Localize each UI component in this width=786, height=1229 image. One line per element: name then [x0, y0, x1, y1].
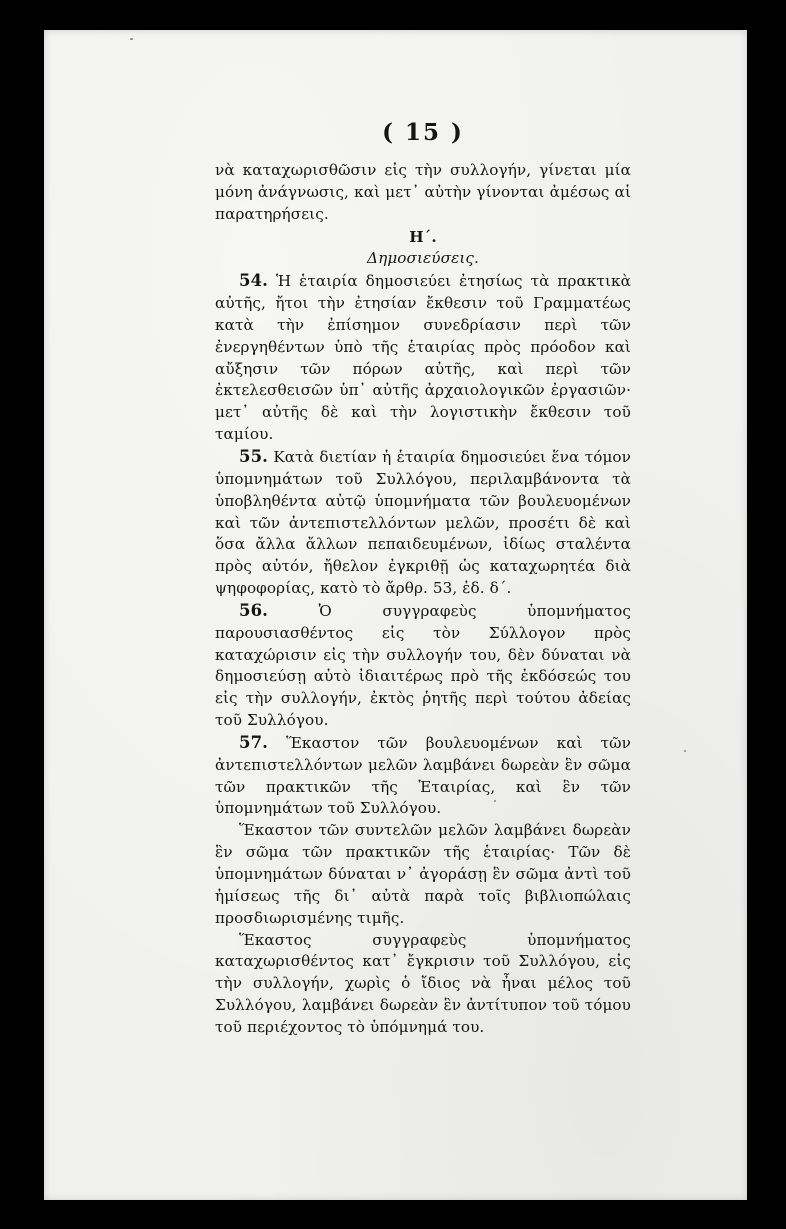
page-number: ( 15 ) [382, 119, 464, 146]
article-text: Ὁ συγγραφεὺς ὑπομνήματος παρουσιασθέντος εἰς τὸν Σύλλογον πρὸς καταχώρισιν εἰς τὴν συλλογήν του, δὲν δύναται νὰ δημοσιεύσῃ αὐτὸ ἰδιαιτέρως πρὸ τῆς ἐκδόσεώς του εἰς τὴν συλλογήν, ἐκτὸς ῥητῆς περὶ τούτου ἀδείας τοῦ Συλλόγου. [215, 601, 631, 730]
intro-paragraph: νὰ καταχωρισθῶσιν εἰς τὴν συλλογήν, γίνεται μία μόνη ἀνάγνωσις, καὶ μετ᾽ αὐτὴν γίνονται ἀμέσως αἱ παρατηρήσεις. [215, 161, 631, 223]
paper-speck [684, 750, 686, 752]
page-text-block [215, 119, 631, 1039]
section-number: Η΄. [409, 227, 437, 246]
closing-paragraph: Ἕκαστος συγγραφεὺς ὑπομνήματος καταχωρισθέντος κατ᾽ ἔγκρισιν τοῦ Συλλόγου, εἰς τὴν συλλογήν, χωρὶς ὁ ἴδιος νὰ ἦναι μέλος τοῦ Συλλόγου, λαμβάνει δωρεὰν ἓν ἀντίτυπον τοῦ τόμου τοῦ περιέχοντος τὸ ὑπόμνημά του. [215, 930, 631, 1036]
article-54 [215, 270, 631, 446]
article-55 [215, 446, 631, 600]
scanned-page [44, 30, 747, 1200]
article-text: Κατὰ διετίαν ἡ ἑταιρία δημοσιεύει ἕνα τόμον ὑπομνημάτων τοῦ Συλλόγου, περιλαμβάνοντα τὰ ὑποβληθέντα αὐτῷ ὑπομνήματα τῶν βουλευομένων καὶ τῶν ἀντεπιστελλόντων μελῶν, προσέτι δὲ καὶ ὅσα ἄλλα ἄλλων πεπαιδευμένων, ἰδίως σταλέντα πρὸς αὐτόν, ἤθελον ἐγκριθῇ ὡς καταχωρητέα διὰ ψηφοφορίας, κατὸ τὸ ἄρθρ. 53, ἐδ. δ΄. [215, 447, 631, 598]
article-number: 54. [239, 271, 269, 291]
article-number: 56. [239, 600, 269, 620]
article-56 [215, 600, 631, 732]
article-number: 55. [239, 446, 269, 466]
paper-speck [130, 38, 133, 40]
closing-paragraph: Ἕκαστον τῶν συντελῶν μελῶν λαμβάνει δωρεὰν ἓν σῶμα τῶν πρακτικῶν τῆς ἑταιρίας· Τῶν δὲ ὑπομνημάτων δύναται ν᾽ ἀγοράσῃ ἓν σῶμα ἀντὶ τοῦ ἡμίσεως τῆς δι᾽ αὐτὰ παρὰ τοῖς βιβλιοπώλαις προσδιωρισμένης τιμῆς. [215, 821, 631, 927]
article-text: Ἡ ἑταιρία δημοσιεύει ἐτησίως τὰ πρακτικὰ αὐτῆς, ἤτοι τὴν ἐτησίαν ἔκθεσιν τοῦ Γραμματέως κατὰ τὴν ἐπίσημον συνεδρίασιν περὶ τῶν ἐνεργηθέντων ὑπὸ τῆς ἑταιρίας πρὸς πρόοδον καὶ αὔξησιν τῶν πόρων αὐτῆς, καὶ περὶ τῶν ἐκτελεσθεισῶν ὑπ᾽ αὐτῆς ἀρχαιολογικῶν ἐργασιῶν· μετ᾽ αὐτῆς δὲ καὶ τὴν λογιστικὴν ἔκθεσιν τοῦ ταμίου. [215, 272, 631, 444]
article-number: 57. [239, 732, 269, 752]
article-57 [215, 732, 631, 820]
section-title: Δημοσιεύσεις. [367, 249, 479, 268]
article-text: Ἕκαστον τῶν βουλευομένων καὶ τῶν ἀντεπιστελλόντων μελῶν λαμβάνει δωρεὰν ἓν σῶμα τῶν πρακτικῶν τῆς Ἑταιρίας, καὶ ἓν τῶν ὑπομνημάτων τοῦ Συλλόγου. [215, 733, 631, 818]
